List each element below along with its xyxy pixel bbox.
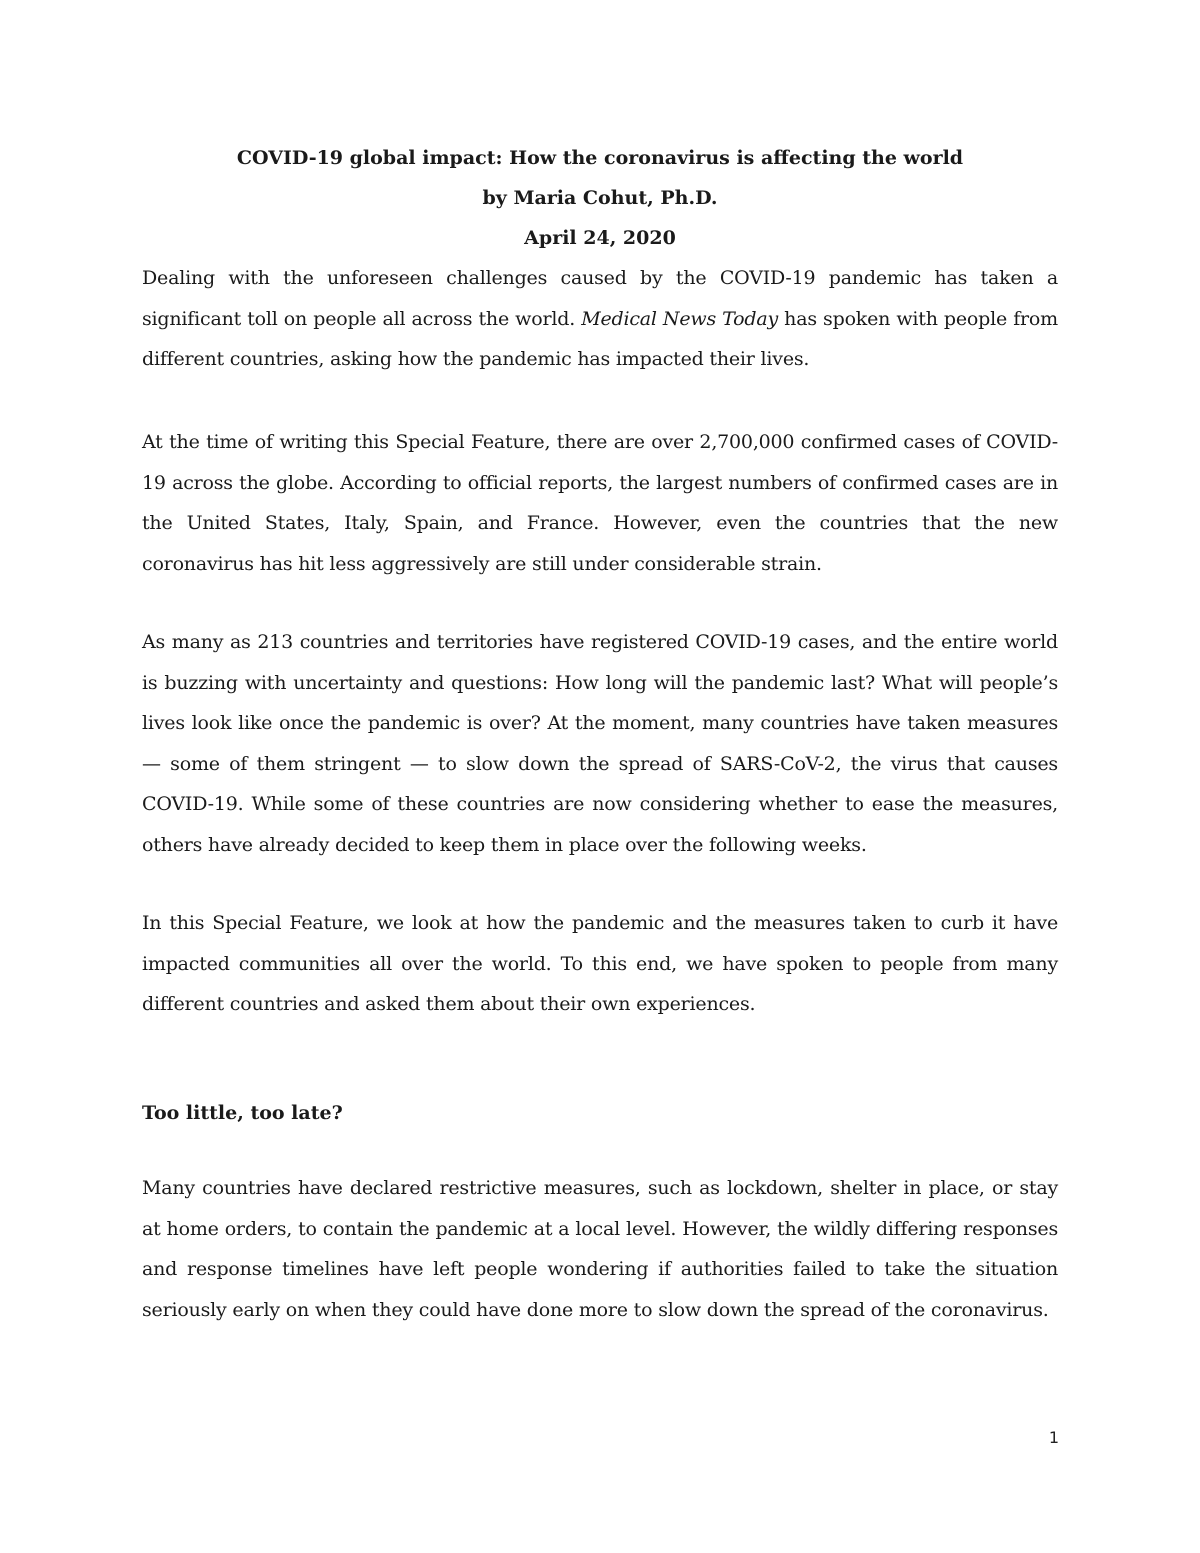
publication-name: Medical News Today	[581, 307, 779, 330]
body-paragraph-cases: At the time of writing this Special Feature, there are over 2,700,000 confirmed cases of COVID-19 across the globe. According to official reports, the largest numbers of confirmed cases are in the United States, Italy, Spain, and France. However, even the countries that the new coronavirus has hit less aggressively are still under considerable strain.	[142, 431, 1058, 575]
body-paragraph-measures: Many countries have declared restrictive measures, such as lockdown, shelter in place, or stay at home orders, to contain the pandemic at a local level. However, the wildly differing responses and response timelines have left people wondering if authorities failed to take the situation seriously early on when they could have done more to slow down the spread of the coronavirus.	[142, 1177, 1058, 1321]
intro-paragraph	[142, 258, 1058, 380]
author-byline: by Maria Cohut, Ph.D.	[482, 187, 718, 209]
section-heading: Too little, too late?	[142, 1102, 343, 1124]
publication-date: April 24, 2020	[524, 227, 676, 249]
body-paragraph-countries: As many as 213 countries and territories have registered COVID-19 cases, and the entire world is buzzing with uncertainty and questions: How long will the pandemic last? What will people’s lives look like once the pandemic is over? At the moment, many countries have taken measures — some of them stringent — to slow down the spread of SARS-CoV-2, the virus that causes COVID-19. While some of these countries are now considering whether to ease the measures, others have already decided to keep them in place over the following weeks.	[142, 631, 1058, 856]
document-title: COVID-19 global impact: How the coronavirus is affecting the world	[236, 147, 964, 169]
intro-paragraph-text-start: Dealing with the unforeseen challenges caused by the COVID-19 pandemic has taken a significant toll on people all across the world.	[142, 267, 1058, 330]
intro-paragraph-text-end: has spoken with people from different countries, asking how the pandemic has impacted their lives.	[142, 307, 1058, 370]
page-number: 1	[1048, 1428, 1059, 1447]
body-paragraph-feature: In this Special Feature, we look at how the pandemic and the measures taken to curb it have impacted communities all over the world. To this end, we have spoken to people from many different countries and asked them about their own experiences.	[142, 912, 1058, 1015]
